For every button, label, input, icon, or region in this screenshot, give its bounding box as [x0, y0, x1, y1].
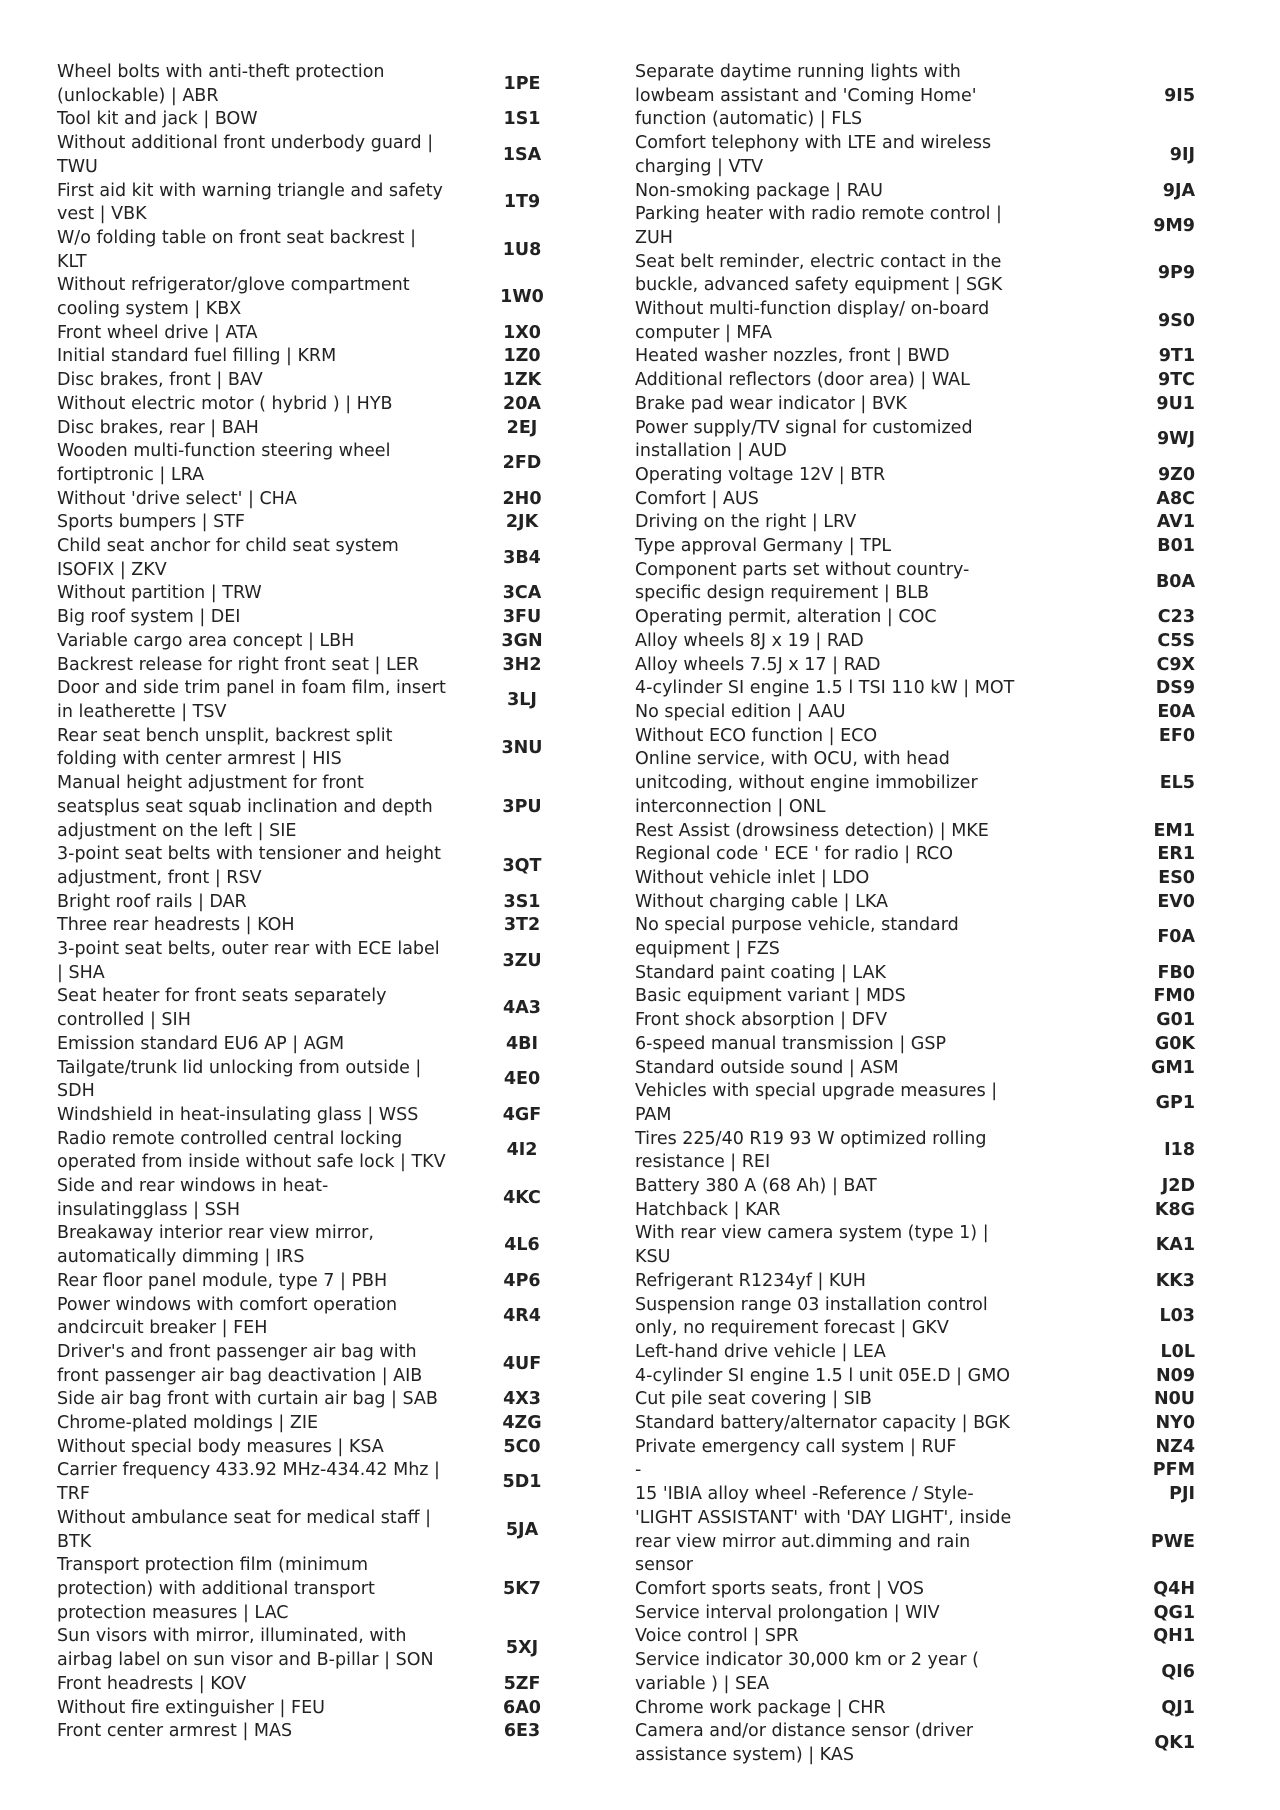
equipment-description: Alloy wheels 8J x 19 | RAD	[635, 630, 864, 651]
equipment-description: Service interval prolongation | WIV	[635, 1602, 940, 1623]
equipment-code: C23	[1157, 607, 1195, 628]
equipment-code: 1W0	[500, 287, 544, 308]
equipment-description: Non-smoking package | RAU	[635, 180, 883, 201]
equipment-row	[57, 1128, 577, 1175]
equipment-code: 4R4	[503, 1306, 541, 1327]
equipment-code: 9P9	[1157, 263, 1195, 284]
equipment-description: Tool kit and jack | BOW	[57, 109, 258, 130]
equipment-description: Comfort sports seats, front | VOS	[635, 1579, 925, 1599]
equipment-row	[635, 1199, 1195, 1223]
equipment-row	[57, 1554, 577, 1625]
equipment-description: Brake pad wear indicator | BVK	[635, 393, 907, 414]
equipment-description: Front center armrest | MAS	[57, 1721, 293, 1742]
equipment-code: Q4H	[1153, 1579, 1195, 1599]
equipment-description: Driving on the right | LRV	[635, 512, 857, 533]
equipment-description: Without charging cable | LKA	[635, 891, 889, 912]
equipment-description: Front headrests | KOV	[57, 1673, 247, 1694]
equipment-code: PFM	[1152, 1460, 1195, 1481]
equipment-code: 3LJ	[507, 690, 537, 711]
equipment-code: 5ZF	[503, 1673, 541, 1694]
equipment-description: Basic equipment variant | MDS	[635, 986, 906, 1007]
equipment-description: Tailgate/trunk lid unlocking from outside | SDH	[57, 1057, 422, 1102]
equipment-description: 3-point seat belts with tensioner and height adjustment, front | RSV	[57, 844, 441, 888]
equipment-description: 3-point seat belts, outer rear with ECE label | SHA	[57, 939, 440, 983]
equipment-row	[635, 1578, 1195, 1602]
equipment-description: Tires 225/40 R19 93 W optimized rolling resistance | REI	[635, 1128, 987, 1173]
equipment-code: PJI	[1169, 1484, 1195, 1505]
equipment-row	[635, 1270, 1195, 1294]
equipment-row	[57, 630, 577, 654]
equipment-row	[635, 654, 1195, 678]
equipment-code: GP1	[1155, 1093, 1195, 1114]
equipment-description: 'LIGHT ASSISTANT' with 'DAY LIGHT', inside rear view mirror aut.dimming and rain sensor	[635, 1507, 1012, 1576]
equipment-description: Comfort | AUS	[635, 488, 759, 509]
equipment-description: Disc brakes, front | BAV	[57, 370, 263, 391]
equipment-description: Backrest release for right front seat | LER	[57, 654, 419, 675]
equipment-description: Without 'drive select' | CHA	[57, 488, 297, 509]
equipment-row	[57, 369, 577, 393]
equipment-row	[635, 180, 1195, 204]
equipment-code: B01	[1157, 536, 1195, 557]
equipment-code: E0A	[1157, 701, 1195, 722]
equipment-code: 9Z0	[1157, 464, 1195, 485]
equipment-code: KA1	[1155, 1235, 1195, 1256]
equipment-row	[635, 61, 1195, 132]
equipment-description: Without vehicle inlet | LDO	[635, 867, 870, 888]
equipment-code: A8C	[1156, 488, 1195, 509]
equipment-row	[57, 511, 577, 535]
equipment-code: 6E3	[503, 1721, 541, 1742]
equipment-description: Side air bag front with curtain air bag | SAB	[57, 1389, 438, 1410]
equipment-row	[57, 1459, 577, 1506]
equipment-code: 4GF	[502, 1104, 542, 1125]
equipment-row	[635, 891, 1195, 915]
equipment-code: 4P6	[503, 1270, 541, 1291]
equipment-row	[635, 1602, 1195, 1626]
equipment-description: Voice control | SPR	[635, 1626, 799, 1647]
equipment-description: Disc brakes, rear | BAH	[57, 417, 259, 438]
equipment-description: Service indicator 30,000 km or 2 year ( variable ) | SEA	[635, 1650, 979, 1694]
equipment-description: Chrome work package | CHR	[635, 1697, 886, 1718]
equipment-code: QK1	[1154, 1733, 1195, 1754]
equipment-description: Seat belt reminder, electric contact in the buckle, advanced safety equipment | SGK	[635, 251, 1003, 296]
equipment-code: 2EJ	[506, 417, 538, 438]
equipment-code: 9JA	[1162, 180, 1195, 201]
equipment-row	[635, 1128, 1195, 1175]
equipment-description: Seat heater for front seats separately controlled | SIH	[57, 986, 387, 1031]
equipment-description: Additional reflectors (door area) | WAL	[635, 370, 970, 391]
equipment-row	[57, 1104, 577, 1128]
equipment-code: 5D1	[502, 1472, 542, 1493]
equipment-code: 9TC	[1158, 370, 1195, 391]
equipment-row	[57, 488, 577, 512]
equipment-code: 4L6	[504, 1235, 540, 1256]
equipment-row	[57, 677, 577, 724]
equipment-description: Child seat anchor for child seat system ISOFIX | ZKV	[57, 536, 399, 580]
equipment-code: 3H2	[502, 654, 542, 675]
equipment-description: Left-hand drive vehicle | LEA	[635, 1341, 886, 1362]
equipment-code: EV0	[1157, 891, 1195, 912]
equipment-code: 1T9	[503, 192, 541, 213]
equipment-code: C5S	[1157, 630, 1195, 651]
equipment-row	[57, 535, 577, 582]
equipment-code: 9WJ	[1157, 429, 1195, 450]
equipment-description: Rear floor panel module, type 7 | PBH	[57, 1270, 388, 1291]
equipment-description: Online service, with OCU, with head unitcoding, without engine immobilizer interconnection | ONL	[635, 749, 978, 817]
equipment-code: B0A	[1155, 571, 1195, 592]
equipment-description: Manual height adjustment for front seatsplus seat squab inclination and depth adjustment on the left | SIE	[57, 773, 433, 841]
equipment-row	[57, 1720, 577, 1744]
equipment-row	[57, 582, 577, 606]
equipment-row	[635, 1649, 1195, 1696]
equipment-row	[57, 1436, 577, 1460]
equipment-description: Door and side trim panel in foam film, insert in leatherette | TSV	[57, 678, 446, 722]
equipment-description: Chrome-plated moldings | ZIE	[57, 1413, 319, 1434]
equipment-description: Breakaway interior rear view mirror, automatically dimming | IRS	[57, 1223, 374, 1268]
equipment-row	[57, 1388, 577, 1412]
equipment-description: -	[635, 1460, 642, 1481]
equipment-code: 9I5	[1164, 85, 1195, 106]
equipment-description: Front wheel drive | ATA	[57, 322, 258, 343]
equipment-code: AV1	[1156, 512, 1195, 533]
equipment-description: Without fire extinguisher | FEU	[57, 1697, 325, 1718]
equipment-row	[635, 867, 1195, 891]
equipment-code: 3QT	[502, 856, 542, 877]
equipment-description: Operating voltage 12V | BTR	[635, 464, 886, 485]
equipment-description: Battery 380 A (68 Ah) | BAT	[635, 1176, 877, 1197]
equipment-row	[57, 914, 577, 938]
equipment-row	[635, 251, 1195, 298]
equipment-row	[57, 985, 577, 1032]
equipment-code: N0U	[1153, 1389, 1195, 1410]
equipment-description: Carrier frequency 433.92 MHz-434.42 Mhz | TRF	[57, 1460, 440, 1505]
equipment-description: Windshield in heat-insulating glass | WSS	[57, 1104, 419, 1125]
equipment-code: 1S1	[503, 109, 541, 130]
equipment-row	[635, 345, 1195, 369]
equipment-row	[57, 393, 577, 417]
equipment-code: 1PE	[503, 73, 541, 94]
equipment-description: W/o folding table on front seat backrest | KLT	[57, 227, 417, 272]
equipment-row	[57, 1697, 577, 1721]
equipment-row	[57, 1270, 577, 1294]
equipment-row	[57, 322, 577, 346]
equipment-description: Power windows with comfort operation andcircuit breaker | FEH	[57, 1294, 398, 1339]
equipment-description: Wooden multi-function steering wheel fortiptronic | LRA	[57, 441, 391, 485]
equipment-row	[635, 1033, 1195, 1057]
equipment-description: 4-cylinder SI engine 1.5 l TSI 110 kW | MOT	[635, 678, 1015, 699]
equipment-row	[635, 843, 1195, 867]
equipment-code: 5K7	[503, 1579, 541, 1599]
equipment-description: No special purpose vehicle, standard equipment | FZS	[635, 915, 959, 960]
equipment-description: Camera and/or distance sensor (driver assistance system) | KAS	[635, 1721, 974, 1765]
equipment-code: KK3	[1155, 1270, 1195, 1291]
equipment-description: Emission standard EU6 AP | AGM	[57, 1033, 345, 1054]
equipment-code: 1X0	[503, 322, 541, 343]
equipment-row	[635, 1057, 1195, 1081]
equipment-row	[635, 677, 1195, 701]
equipment-description: Hatchback | KAR	[635, 1199, 781, 1220]
equipment-description: Radio remote controlled central locking operated from inside without safe lock | TKV	[57, 1128, 446, 1173]
equipment-description: Bright roof rails | DAR	[57, 891, 247, 912]
equipment-code: 2JK	[505, 512, 539, 533]
equipment-row	[57, 227, 577, 274]
equipment-row	[57, 1507, 577, 1554]
equipment-description: Refrigerant R1234yf | KUH	[635, 1270, 866, 1291]
equipment-code: ER1	[1157, 844, 1195, 865]
equipment-row	[57, 843, 577, 890]
equipment-row	[635, 393, 1195, 417]
equipment-code: 6A0	[503, 1697, 541, 1718]
equipment-row	[635, 511, 1195, 535]
equipment-row	[635, 1459, 1195, 1483]
equipment-description: Variable cargo area concept | LBH	[57, 630, 355, 651]
equipment-code: I18	[1164, 1140, 1195, 1161]
equipment-code: EF0	[1158, 725, 1195, 746]
equipment-row	[635, 1388, 1195, 1412]
left-equipment-column	[57, 61, 577, 1744]
equipment-description: Sun visors with mirror, illuminated, with airbag label on sun visor and B-pillar | SON	[57, 1626, 434, 1671]
equipment-row	[57, 180, 577, 227]
equipment-row	[635, 488, 1195, 512]
equipment-code: QI6	[1161, 1661, 1195, 1682]
equipment-code: 3CA	[502, 583, 542, 604]
equipment-description: Standard paint coating | LAK	[635, 962, 886, 983]
equipment-description: Standard outside sound | ASM	[635, 1057, 899, 1078]
equipment-row	[635, 464, 1195, 488]
equipment-description: Heated washer nozzles, front | BWD	[635, 346, 950, 367]
equipment-code: 4E0	[503, 1069, 541, 1090]
equipment-description: Without additional front underbody guard | TWU	[57, 133, 434, 177]
equipment-description: Parking heater with radio remote control | ZUH	[635, 204, 1002, 248]
equipment-description: Without ambulance seat for medical staff | BTK	[57, 1507, 431, 1552]
equipment-row	[57, 1222, 577, 1269]
equipment-code: 2H0	[502, 488, 542, 509]
equipment-description: Front shock absorption | DFV	[635, 1010, 888, 1031]
equipment-row	[57, 1341, 577, 1388]
equipment-row	[635, 725, 1195, 749]
equipment-code: 2FD	[502, 453, 542, 474]
equipment-code: QH1	[1153, 1626, 1195, 1647]
equipment-description: Without electric motor ( hybrid ) | HYB	[57, 393, 393, 414]
equipment-row	[635, 1365, 1195, 1389]
equipment-description: Driver's and front passenger air bag with front passenger air bag deactivation | AIB	[57, 1341, 423, 1386]
equipment-row	[635, 1720, 1195, 1767]
equipment-code: J2D	[1161, 1176, 1195, 1197]
equipment-row	[57, 1294, 577, 1341]
equipment-code: PWE	[1150, 1531, 1195, 1552]
equipment-code: 3PU	[502, 796, 542, 817]
equipment-row	[635, 630, 1195, 654]
equipment-description: 6-speed manual transmission | GSP	[635, 1033, 947, 1054]
equipment-code: 1SA	[502, 144, 542, 165]
equipment-code: 3GN	[501, 630, 543, 651]
equipment-code: EL5	[1159, 773, 1195, 794]
equipment-code: 9U1	[1156, 393, 1195, 414]
equipment-row	[57, 606, 577, 630]
equipment-code: 5JA	[505, 1519, 539, 1540]
equipment-code: 1U8	[502, 239, 542, 260]
equipment-row	[635, 962, 1195, 986]
equipment-code: 5XJ	[505, 1638, 539, 1659]
equipment-row	[57, 345, 577, 369]
equipment-code: 9T1	[1158, 346, 1195, 367]
equipment-description: Rear seat bench unsplit, backrest split folding with center armrest | HIS	[57, 725, 393, 770]
equipment-description: Initial standard fuel filling | KRM	[57, 346, 337, 367]
equipment-row	[635, 298, 1195, 345]
equipment-row	[635, 1507, 1195, 1578]
equipment-code: FB0	[1157, 962, 1195, 983]
equipment-row	[635, 417, 1195, 464]
equipment-row	[635, 1294, 1195, 1341]
equipment-row	[57, 440, 577, 487]
equipment-description: 4-cylinder SI engine 1.5 l unit 05E.D | GMO	[635, 1365, 1011, 1386]
equipment-code: 4BI	[505, 1033, 539, 1054]
equipment-code: 3T2	[503, 915, 541, 936]
equipment-row	[635, 1625, 1195, 1649]
equipment-code: L03	[1159, 1306, 1195, 1327]
equipment-description: Type approval Germany | TPL	[635, 536, 892, 557]
equipment-row	[635, 1341, 1195, 1365]
equipment-row	[57, 772, 577, 843]
equipment-code: 3B4	[503, 547, 541, 568]
equipment-code: 3FU	[502, 607, 542, 628]
equipment-description: Without multi-function display/ on-board computer | MFA	[635, 299, 990, 343]
equipment-code: L0L	[1160, 1341, 1195, 1362]
equipment-row	[57, 891, 577, 915]
equipment-description: Sports bumpers | STF	[57, 512, 245, 533]
equipment-description: Wheel bolts with anti-theft protection (unlockable) | ABR	[57, 62, 385, 106]
equipment-description: Suspension range 03 installation control only, no requirement forecast | GKV	[635, 1294, 988, 1339]
equipment-row	[635, 1009, 1195, 1033]
equipment-row	[635, 820, 1195, 844]
equipment-description: Alloy wheels 7.5J x 17 | RAD	[635, 654, 881, 675]
equipment-code: ES0	[1158, 867, 1195, 888]
equipment-description: Transport protection film (minimum protection) with additional transport protection measures | LAC	[57, 1555, 375, 1623]
equipment-code: 4ZG	[502, 1413, 542, 1434]
equipment-description: Vehicles with special upgrade measures | PAM	[635, 1081, 998, 1125]
equipment-row	[57, 61, 577, 108]
equipment-row	[635, 1080, 1195, 1127]
equipment-row	[635, 1175, 1195, 1199]
equipment-row	[635, 1483, 1195, 1507]
equipment-code: 1Z0	[503, 346, 541, 367]
equipment-description: Separate daytime running lights with lowbeam assistant and 'Coming Home' function (automatic) | FLS	[635, 62, 977, 130]
equipment-code: F0A	[1157, 927, 1195, 948]
equipment-description: Side and rear windows in heat- insulatingglass | SSH	[57, 1176, 329, 1220]
equipment-code: GM1	[1151, 1057, 1195, 1078]
equipment-description: With rear view camera system (type 1) | KSU	[635, 1223, 989, 1268]
equipment-code: 9M9	[1153, 216, 1195, 237]
equipment-row	[635, 985, 1195, 1009]
equipment-code: 4I2	[506, 1140, 538, 1161]
equipment-description: Three rear headrests | KOH	[57, 915, 295, 936]
equipment-row	[635, 1697, 1195, 1721]
equipment-row	[57, 132, 577, 179]
equipment-row	[57, 938, 577, 985]
equipment-row	[635, 369, 1195, 393]
equipment-row	[635, 1412, 1195, 1436]
equipment-code: 5C0	[503, 1436, 541, 1457]
equipment-row	[57, 1625, 577, 1672]
equipment-description: First aid kit with warning triangle and safety vest | VBK	[57, 180, 443, 225]
equipment-row	[635, 1222, 1195, 1269]
equipment-code: 3NU	[501, 737, 543, 758]
right-equipment-column	[635, 61, 1195, 1768]
equipment-row	[635, 203, 1195, 250]
equipment-row	[635, 132, 1195, 179]
equipment-code: QG1	[1153, 1602, 1195, 1623]
equipment-code: 20A	[503, 393, 541, 414]
equipment-description: Operating permit, alteration | COC	[635, 607, 937, 628]
equipment-code: 4A3	[503, 998, 541, 1019]
equipment-code: EM1	[1153, 820, 1195, 841]
equipment-code: NZ4	[1155, 1436, 1195, 1457]
equipment-code: G01	[1156, 1010, 1195, 1031]
equipment-code: 3ZU	[502, 950, 542, 971]
equipment-row	[635, 606, 1195, 630]
equipment-description: Regional code ' ECE ' for radio | RCO	[635, 844, 953, 865]
equipment-description: Standard battery/alternator capacity | BGK	[635, 1413, 1010, 1434]
equipment-code: NY0	[1155, 1413, 1195, 1434]
equipment-row	[635, 748, 1195, 819]
equipment-row	[57, 1033, 577, 1057]
equipment-code: K8G	[1154, 1199, 1195, 1220]
equipment-row	[57, 1412, 577, 1436]
equipment-code: 9IJ	[1169, 144, 1195, 165]
equipment-code: 4X3	[503, 1389, 541, 1410]
equipment-row	[57, 108, 577, 132]
equipment-code: 4UF	[502, 1353, 542, 1374]
equipment-code: 3S1	[503, 891, 541, 912]
equipment-description: Without refrigerator/glove compartment cooling system | KBX	[57, 275, 410, 320]
equipment-description: 15 'IBIA alloy wheel -Reference / Style-	[635, 1484, 974, 1505]
equipment-row	[635, 701, 1195, 725]
equipment-description: Without special body measures | KSA	[57, 1436, 384, 1457]
equipment-code: 9S0	[1158, 310, 1195, 331]
equipment-description: Without partition | TRW	[57, 583, 262, 604]
equipment-row	[635, 535, 1195, 559]
equipment-row	[635, 914, 1195, 961]
equipment-code: 1ZK	[502, 370, 542, 391]
equipment-description: Cut pile seat covering | SIB	[635, 1389, 872, 1410]
equipment-row	[57, 1057, 577, 1104]
equipment-code: 4KC	[503, 1187, 541, 1208]
equipment-description: Rest Assist (drowsiness detection) | MKE	[635, 820, 989, 841]
equipment-code: DS9	[1155, 678, 1195, 699]
equipment-row	[635, 559, 1195, 606]
equipment-description: Power supply/TV signal for customized installation | AUD	[635, 417, 973, 462]
equipment-code: FM0	[1153, 986, 1195, 1007]
equipment-code: QJ1	[1161, 1697, 1195, 1718]
equipment-row	[57, 1175, 577, 1222]
equipment-row	[57, 417, 577, 441]
equipment-description: Comfort telephony with LTE and wireless charging | VTV	[635, 133, 992, 177]
equipment-description: Private emergency call system | RUF	[635, 1436, 957, 1457]
equipment-row	[57, 1673, 577, 1697]
equipment-row	[57, 654, 577, 678]
equipment-description: Without ECO function | ECO	[635, 725, 878, 746]
equipment-row	[635, 1436, 1195, 1460]
equipment-code: G0K	[1154, 1033, 1195, 1054]
equipment-description: Component parts set without country- specific design requirement | BLB	[635, 559, 970, 604]
equipment-row	[57, 274, 577, 321]
equipment-description: Big roof system | DEI	[57, 607, 241, 628]
equipment-code: C9X	[1156, 654, 1195, 675]
equipment-description: No special edition | AAU	[635, 701, 846, 722]
equipment-row	[57, 725, 577, 772]
equipment-code: N09	[1156, 1365, 1195, 1386]
